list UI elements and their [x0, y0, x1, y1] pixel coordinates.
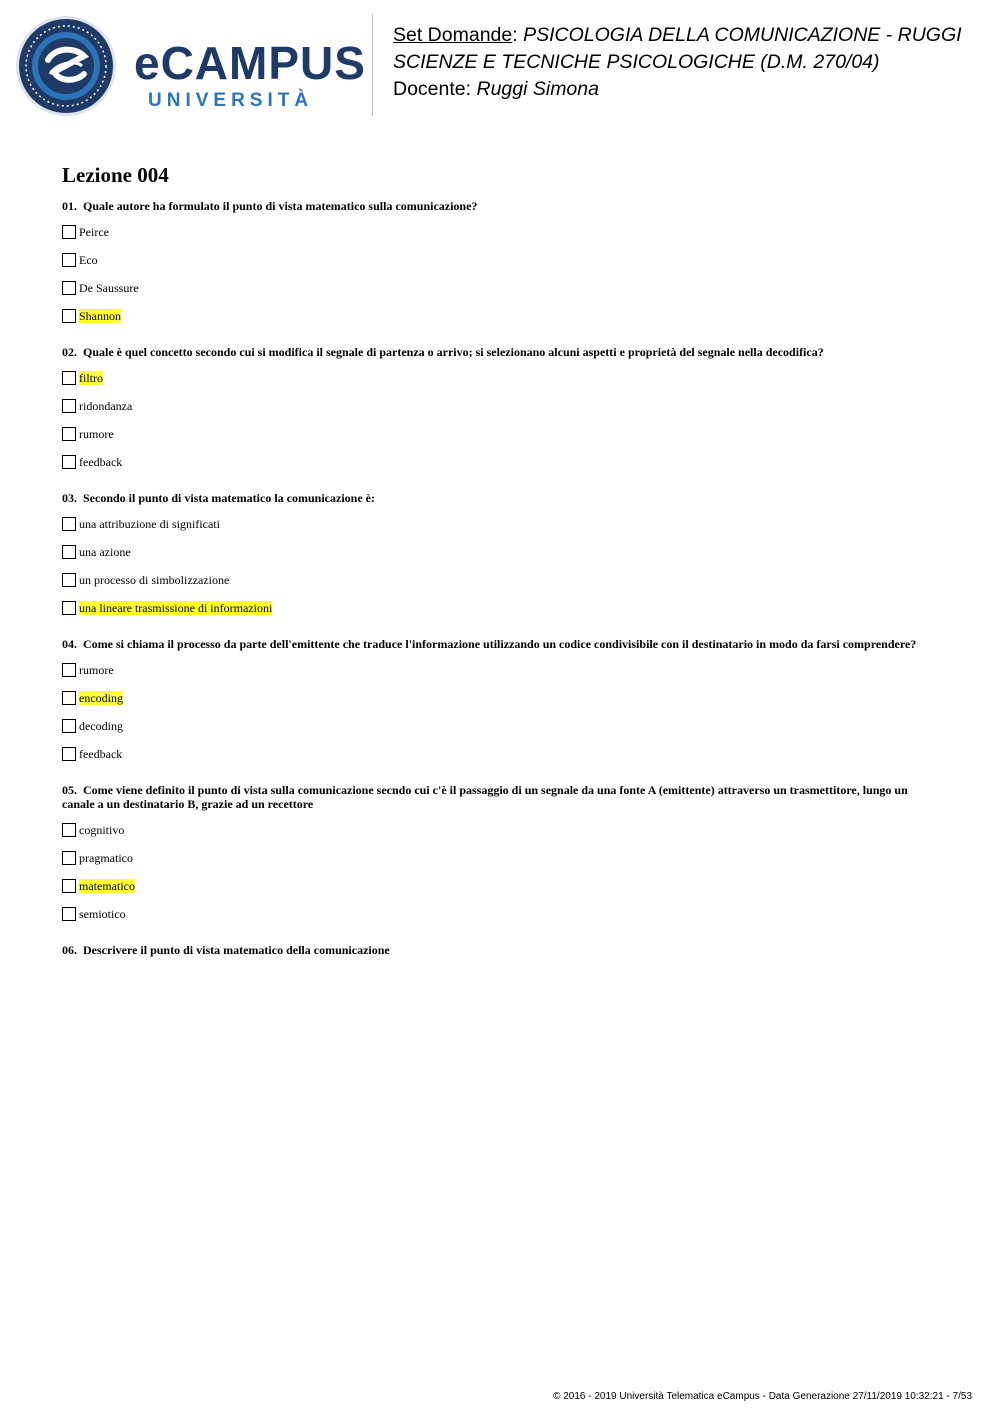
answer-label: feedback: [79, 747, 123, 761]
answer-option[interactable]: [62, 397, 942, 415]
answer-checkbox[interactable]: [62, 691, 76, 705]
question-number: 01.: [62, 199, 77, 213]
answer-checkbox[interactable]: [62, 281, 76, 295]
answer-option[interactable]: [62, 543, 942, 561]
question-list: [62, 199, 942, 957]
header-divider: [372, 14, 373, 116]
question-block: [62, 491, 942, 617]
answer-label: Peirce: [79, 225, 109, 239]
question-number: 02.: [62, 345, 77, 359]
teacher-label: Docente:: [393, 78, 472, 100]
answer-label: decoding: [79, 719, 123, 733]
correct-answer-label: Shannon: [79, 309, 121, 323]
answer-checkbox[interactable]: [62, 663, 76, 677]
answer-checkbox[interactable]: [62, 399, 76, 413]
answer-label: feedback: [79, 455, 123, 469]
answer-checkbox[interactable]: [62, 601, 76, 615]
answer-option[interactable]: [62, 571, 942, 589]
logo-subtext: UNIVERSITÀ: [148, 90, 314, 111]
answer-checkbox[interactable]: [62, 879, 76, 893]
answer-checkbox[interactable]: [62, 371, 76, 385]
question-text: [62, 637, 942, 651]
answer-checkbox[interactable]: [62, 907, 76, 921]
question-block: [62, 199, 942, 325]
university-seal-icon: [14, 14, 118, 118]
answer-checkbox[interactable]: [62, 455, 76, 469]
correct-answer-label: una lineare trasmissione di informazioni: [79, 601, 273, 615]
answer-option[interactable]: [62, 425, 942, 443]
answer-label: rumore: [79, 427, 114, 441]
answer-option[interactable]: [62, 849, 942, 867]
answer-checkbox[interactable]: [62, 747, 76, 761]
set-title: PSICOLOGIA DELLA COMUNICAZIONE - RUGGI: [523, 24, 962, 46]
course-info: [393, 22, 993, 103]
answer-option[interactable]: [62, 279, 942, 297]
question-number: 04.: [62, 637, 77, 651]
answer-checkbox[interactable]: [62, 517, 76, 531]
answer-label: Eco: [79, 253, 98, 267]
page-header: [0, 0, 1000, 130]
question-text: [62, 943, 942, 957]
answer-label: rumore: [79, 663, 114, 677]
teacher-name: Ruggi Simona: [476, 78, 599, 100]
answer-label: semiotico: [79, 907, 126, 921]
answer-checkbox[interactable]: [62, 719, 76, 733]
question-set: [62, 162, 942, 977]
answer-option[interactable]: [62, 515, 942, 533]
question-label: Come si chiama il processo da parte dell'emittente che traduce l'informazione utilizzando un codice condivisibile con il destinatario in modo da farsi comprendere?: [83, 637, 917, 651]
question-text: [62, 783, 942, 811]
answer-checkbox[interactable]: [62, 545, 76, 559]
question-text: [62, 491, 942, 505]
question-label: Quale è quel concetto secondo cui si modifica il segnale di partenza o arrivo; si selezionano alcuni aspetti e proprietà del segnale nella decodifica?: [83, 345, 824, 359]
answer-checkbox[interactable]: [62, 225, 76, 239]
answer-checkbox[interactable]: [62, 253, 76, 267]
set-label: Set Domande: [393, 24, 513, 46]
question-label: Come viene definito il punto di vista sulla comunicazione secndo cui c'è il passaggio di un segnale da una fonte A (emittente) attraverso un trasmettitore, lungo un canale a un destinatario B, grazie ad un recettore: [62, 783, 908, 811]
answer-option[interactable]: [62, 689, 942, 707]
answer-label: una attribuzione di significati: [79, 517, 220, 531]
question-block: [62, 943, 942, 957]
answer-checkbox[interactable]: [62, 823, 76, 837]
question-block: [62, 345, 942, 471]
correct-answer-label: matematico: [79, 879, 135, 893]
question-number: 03.: [62, 491, 77, 505]
question-block: [62, 783, 942, 923]
answer-checkbox[interactable]: [62, 427, 76, 441]
question-label: Quale autore ha formulato il punto di vista matematico sulla comunicazione?: [83, 199, 478, 213]
course-name: SCIENZE E TECNICHE PSICOLOGICHE (D.M. 270/04): [393, 51, 880, 73]
answer-label: pragmatico: [79, 851, 133, 865]
answer-option[interactable]: [62, 877, 942, 895]
question-block: [62, 637, 942, 763]
answer-option[interactable]: [62, 905, 942, 923]
answer-label: un processo di simbolizzazione: [79, 573, 230, 587]
answer-label: cognitivo: [79, 823, 125, 837]
question-number: 06.: [62, 943, 77, 957]
logo-wordmark: eCAMPUS: [134, 37, 366, 89]
answer-option[interactable]: [62, 453, 942, 471]
correct-answer-label: encoding: [79, 691, 123, 705]
answer-checkbox[interactable]: [62, 573, 76, 587]
answer-option[interactable]: [62, 717, 942, 735]
answer-label: De Saussure: [79, 281, 139, 295]
answer-option[interactable]: [62, 745, 942, 763]
lesson-title: Lezione 004: [62, 163, 169, 187]
answer-option[interactable]: [62, 821, 942, 839]
question-number: 05.: [62, 783, 77, 797]
set-title-line: Set Domande: PSICOLOGIA DELLA COMUNICAZIONE - RUGGI: [393, 24, 962, 46]
ecampus-logo: [14, 14, 364, 118]
question-text: [62, 345, 942, 359]
answer-option[interactable]: [62, 599, 942, 617]
answer-option[interactable]: [62, 661, 942, 679]
answer-option[interactable]: [62, 307, 942, 325]
question-label: Secondo il punto di vista matematico la comunicazione è:: [83, 491, 375, 505]
answer-label: ridondanza: [79, 399, 133, 413]
page-footer: © 2016 - 2019 Università Telematica eCampus - Data Generazione 27/11/2019 10:32:21 - 7/53: [553, 1391, 972, 1402]
answer-checkbox[interactable]: [62, 851, 76, 865]
answer-checkbox[interactable]: [62, 309, 76, 323]
question-label: Descrivere il punto di vista matematico della comunicazione: [83, 943, 390, 957]
question-text: [62, 199, 942, 213]
answer-label: una azione: [79, 545, 131, 559]
answer-option[interactable]: [62, 251, 942, 269]
teacher-line: [393, 76, 993, 103]
answer-option[interactable]: [62, 223, 942, 241]
answer-option[interactable]: [62, 369, 942, 387]
correct-answer-label: filtro: [79, 371, 103, 385]
